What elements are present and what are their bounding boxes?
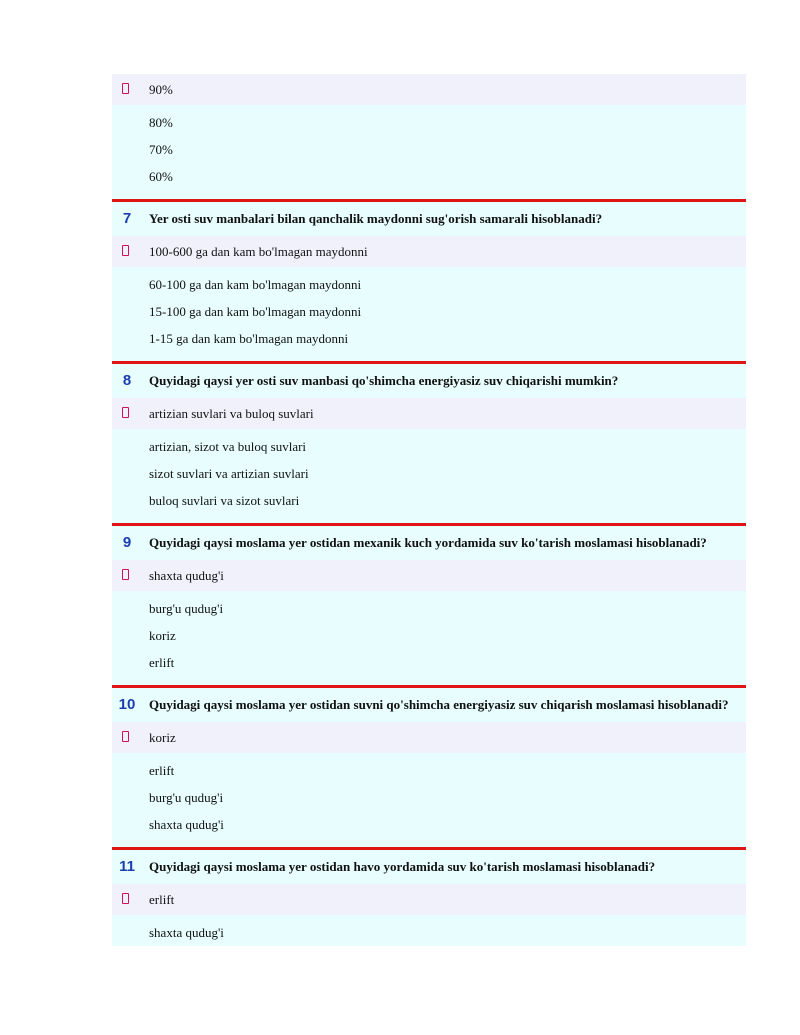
option-text: buloq suvlari va sizot suvlari [149,493,300,508]
option-text: 15-100 ga dan kam bo'lmagan maydonni [149,304,362,319]
question-number: 9 [122,534,132,551]
question-text: Quyidagi qaysi moslama yer ostidan suvni qo'shimcha energiyasiz suv chiqarish moslamasi hisoblanadi? [149,697,729,712]
option [112,622,746,649]
option-text: 80% [149,115,173,130]
block-spacer [112,190,746,199]
correct-answer-marker-icon [122,731,129,742]
option-text: artizian suvlari va buloq suvlari [149,406,314,421]
option [112,649,746,676]
block-spacer [112,352,746,361]
question-text: Quyidagi qaysi moslama yer ostidan mexanik kuch yordamida suv ko'tarish moslamasi hisoblanadi? [149,535,707,550]
option-text: 100-600 ga dan kam bo'lmagan maydonni [149,244,368,259]
option-correct [112,722,746,753]
block-spacer [112,676,746,685]
question-row [112,202,746,236]
question-text: Yer osti suv manbalari bilan qanchalik maydonni sug'orish samarali hisoblanadi? [149,211,603,226]
option-text: shaxta qudug'i [149,817,224,832]
option-correct [112,560,746,591]
option-text: burg'u qudug'i [149,601,224,616]
option-text: 70% [149,142,173,157]
option-text: 1-15 ga dan kam bo'lmagan maydonni [149,331,349,346]
option-text: koriz [149,730,176,745]
option [112,325,746,352]
question-row [112,850,746,884]
option [112,105,746,136]
option [112,487,746,514]
correct-answer-marker-icon [122,893,129,904]
option [112,267,746,298]
correct-answer-marker-icon [122,83,129,94]
question-text: Quyidagi qaysi yer osti suv manbasi qo'shimcha energiyasiz suv chiqarishi mumkin? [149,373,619,388]
option-text: 90% [149,82,173,97]
correct-answer-marker-icon [122,569,129,580]
option-correct [112,74,746,105]
option-text: koriz [149,628,176,643]
option-text: 60% [149,169,173,184]
option-text: sizot suvlari va artizian suvlari [149,466,309,481]
option-correct [112,236,746,267]
question-row [112,526,746,560]
option [112,429,746,460]
option-text: shaxta qudug'i [149,568,224,583]
correct-answer-marker-icon [122,407,129,418]
option-correct [112,884,746,915]
option [112,753,746,784]
option [112,811,746,838]
question-row [112,688,746,722]
correct-answer-marker-icon [122,245,129,256]
question-number: 8 [122,372,132,389]
option [112,915,746,946]
option-text: artizian, sizot va buloq suvlari [149,439,307,454]
question-text: Quyidagi qaysi moslama yer ostidan havo yordamida suv ko'tarish moslamasi hisoblanadi? [149,859,656,874]
option [112,163,746,190]
option [112,298,746,325]
option-text: burg'u qudug'i [149,790,224,805]
question-row [112,364,746,398]
option [112,784,746,811]
option-text: 60-100 ga dan kam bo'lmagan maydonni [149,277,362,292]
block-spacer [112,514,746,523]
option [112,591,746,622]
option-text: erlift [149,892,175,907]
question-number: 7 [122,210,132,227]
option-text: shaxta qudug'i [149,925,224,940]
question-number: 11 [119,858,135,875]
block-spacer [112,838,746,847]
option-text: erlift [149,655,175,670]
option-text: erlift [149,763,175,778]
option-correct [112,398,746,429]
quiz-sheet [112,74,746,946]
question-number: 10 [118,696,136,713]
option [112,460,746,487]
option [112,136,746,163]
